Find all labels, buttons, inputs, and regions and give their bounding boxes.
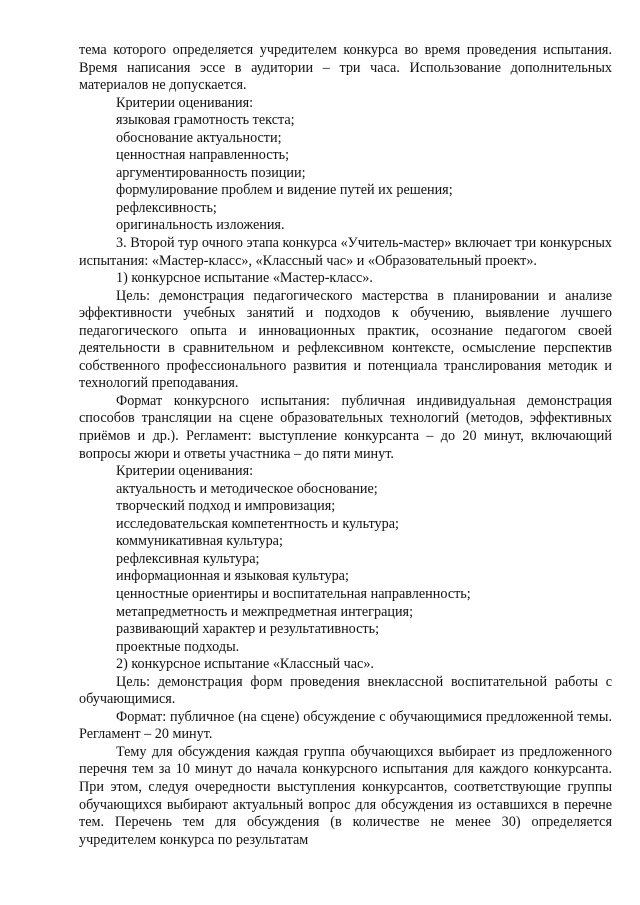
criteria-item: метапредметность и межпредметная интеграция; — [116, 603, 414, 620]
criteria-item: развивающий характер и результативность; — [116, 621, 380, 638]
criteria-item: оригинальность изложения. — [116, 217, 285, 234]
paragraph: Формат: публичное (на сцене) обсуждение с обучающимися предложенной темы. Регламент – 20 минут. — [79, 708, 612, 743]
criteria-item: языковая грамотность текста; — [116, 112, 295, 129]
criteria-item: творческий подход и импровизация; — [116, 498, 336, 515]
paragraph: Цель: демонстрация форм проведения внеклассной воспитательной работы с обучающимися. — [79, 673, 612, 708]
paragraph: 3. Второй тур очного этапа конкурса «Учитель-мастер» включает три конкурсных испытания: «Мастер-класс», «Классный час» и «Образовательный проект». — [79, 235, 612, 269]
criteria-item: рефлексивная культура; — [116, 550, 260, 567]
criteria-item: актуальность и методическое обоснование; — [116, 480, 378, 497]
criteria-item: коммуникативная культура; — [116, 533, 283, 550]
paragraph: Тему для обсуждения каждая группа обучающихся выбирает из предложенного перечня тем за 10 минут до начала конкурсного испытания для каждого конкурсанта. При этом, следуя очередности выступления конкурсантов, соответствующие группы обучающихся выбирают актуальный вопрос для обсуждения из оставшихся в перечне тем. Перечень тем для обсуждения (в количестве не менее 30) определяется учредителем конкурса по результатам — [79, 743, 612, 848]
document-page — [79, 42, 612, 849]
paragraph: 1) конкурсное испытание «Мастер-класс». — [116, 270, 373, 287]
criteria-item: ценностная направленность; — [116, 147, 290, 164]
paragraph: 2) конкурсное испытание «Классный час». — [116, 656, 374, 673]
paragraph: Цель: демонстрация педагогического мастерства в планировании и анализе эффективности учебных занятий и подходов к обучению, выявление лучшего педагогического опыта и инновационных практик, осознание педагогом своей деятельности в сравнительном и рефлексивном контексте, осмысление перспектив собственного профессионального развития и потенциала транслирования методик и технологий преподавания. — [79, 287, 612, 392]
paragraph: Формат конкурсного испытания: публичная индивидуальная демонстрация способов трансляции на сцене образовательных технологий (методов, эффективных приёмов и др.). Регламент: выступление конкурсанта – до 20 минут, включающий вопросы жюри и ответы участника – до пяти минут. — [79, 392, 612, 462]
criteria-item: проектные подходы. — [116, 638, 240, 655]
paragraph: Критерии оценивания: — [116, 94, 254, 111]
criteria-item: обоснование актуальности; — [116, 129, 282, 146]
paragraph: тема которого определяется учредителем конкурса во время проведения испытания. Время написания эссе в аудитории – три часа. Использование дополнительных материалов не допускается. — [79, 42, 612, 94]
criteria-item: исследовательская компетентность и культура; — [116, 515, 399, 532]
criteria-item: информационная и языковая культура; — [116, 568, 349, 585]
paragraph: Критерии оценивания: — [116, 463, 254, 480]
criteria-item: формулирование проблем и видение путей их решения; — [116, 182, 453, 199]
criteria-item: ценностные ориентиры и воспитательная направленность; — [116, 585, 471, 602]
criteria-item: рефлексивность; — [116, 199, 217, 216]
criteria-item: аргументированность позиции; — [116, 164, 306, 181]
